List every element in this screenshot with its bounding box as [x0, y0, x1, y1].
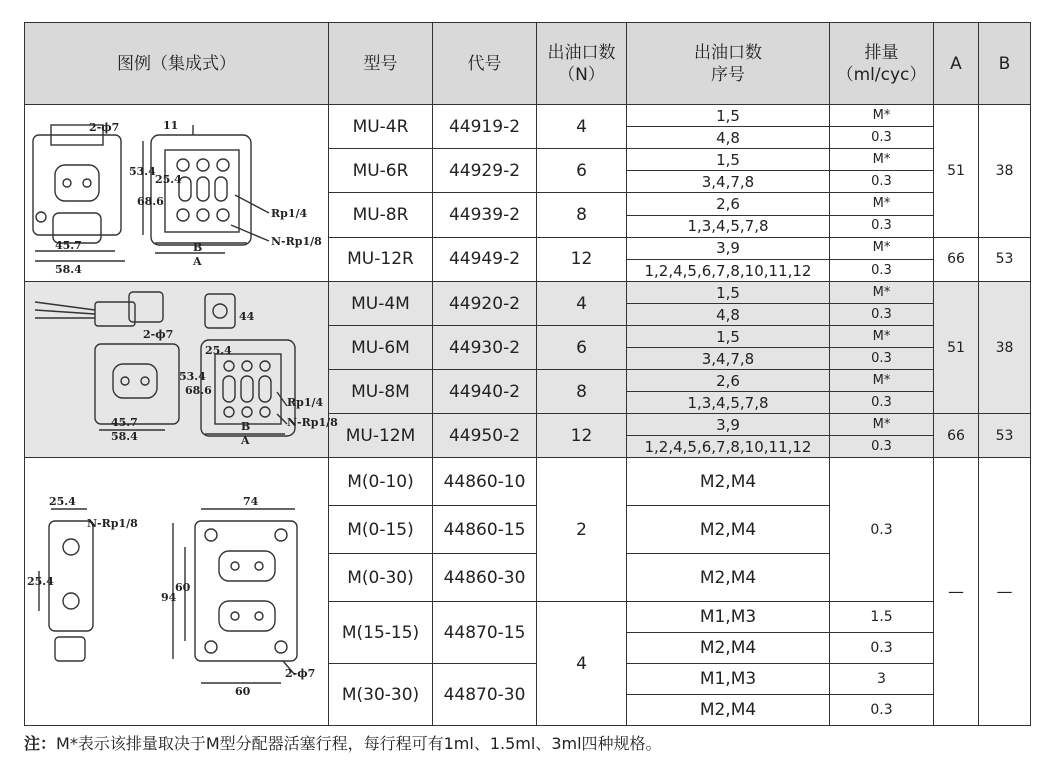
- disp-cell: 0.3: [830, 260, 934, 282]
- disp-cell: 0.3: [830, 215, 934, 237]
- disp-cell: M*: [830, 149, 934, 171]
- dim-r-8: 45.7: [55, 239, 82, 252]
- seq-cell: M2,M4: [627, 554, 830, 602]
- disp-cell: M*: [830, 193, 934, 215]
- seq-cell: M2,M4: [627, 506, 830, 554]
- disp-cell: 0.3: [830, 171, 934, 193]
- model-cell: MU-6R: [329, 149, 433, 193]
- dim-m-5: 68.6: [185, 383, 212, 397]
- disp-cell: 3: [830, 664, 934, 695]
- seq-cell: M1,M3: [627, 664, 830, 695]
- model-cell: M(0-10): [329, 458, 433, 506]
- b-cell: —: [979, 458, 1031, 726]
- seq-cell: M2,M4: [627, 695, 830, 726]
- header-row: [25, 23, 1031, 105]
- disp-cell: 1.5: [830, 602, 934, 633]
- dim-r-1: 2-ϕ7: [89, 121, 120, 134]
- dim-r-9: 58.4: [55, 263, 82, 276]
- n-cell: 4: [537, 602, 627, 726]
- a-cell: —: [934, 458, 979, 726]
- dim-mod-8: 60: [235, 684, 251, 698]
- disp-cell: 0.3: [830, 436, 934, 458]
- code-cell: 44919-2: [433, 105, 537, 149]
- model-cell: MU-12M: [329, 414, 433, 458]
- dim-m-9: 58.4: [111, 429, 138, 443]
- seq-cell: 1,2,4,5,6,7,8,10,11,12: [627, 260, 830, 282]
- dim-mod-5: 94: [161, 590, 177, 604]
- seq-cell: 3,9: [627, 414, 830, 436]
- dim-mod-3: N-Rp1/8: [87, 516, 138, 530]
- n-cell: 2: [537, 458, 627, 602]
- dim-mod-1: 25.4: [49, 494, 76, 508]
- n-cell: 6: [537, 149, 627, 193]
- dim-mod-4: 25.4: [27, 574, 54, 588]
- disp-cell: 0.3: [830, 695, 934, 726]
- disp-cell: M*: [830, 326, 934, 348]
- a-cell: 51: [934, 105, 979, 238]
- drawing-m-module: [25, 458, 329, 726]
- code-cell: 44870-15: [433, 602, 537, 664]
- footnote: [24, 731, 662, 754]
- drawing-r-series: [25, 105, 329, 282]
- drawing-m-svg: [25, 284, 338, 456]
- code-cell: 44939-2: [433, 193, 537, 237]
- seq-cell: 1,5: [627, 326, 830, 348]
- n-cell: 6: [537, 326, 627, 370]
- seq-cell: 1,2,4,5,6,7,8,10,11,12: [627, 436, 830, 458]
- disp-cell: M*: [830, 370, 934, 392]
- header-disp-l2: （ml/cyc）: [836, 64, 927, 85]
- a-cell: 66: [934, 237, 979, 281]
- seq-cell: 1,3,4,5,7,8: [627, 392, 830, 414]
- seq-cell: 3,4,7,8: [627, 171, 830, 193]
- model-cell: MU-4M: [329, 282, 433, 326]
- footnote-text: M*表示该排量取决于M型分配器活塞行程，每行程可有1ml、1.5ml、3ml四种规格。: [56, 734, 662, 753]
- model-cell: M(0-30): [329, 554, 433, 602]
- seq-cell: M2,M4: [627, 458, 830, 506]
- dim-m-2: 2-ϕ7: [143, 327, 174, 341]
- header-code: 代号: [433, 23, 537, 105]
- n-cell: 4: [537, 282, 627, 326]
- seq-cell: M2,M4: [627, 633, 830, 664]
- header-outlet-count-l2: （N）: [558, 64, 605, 85]
- code-cell: 44860-10: [433, 458, 537, 506]
- code-cell: 44930-2: [433, 326, 537, 370]
- seq-cell: 4,8: [627, 304, 830, 326]
- header-outlet-count: [537, 23, 627, 105]
- dim-r-10: B: [193, 241, 203, 254]
- model-cell: M(0-15): [329, 506, 433, 554]
- table-row: [25, 105, 1031, 127]
- disp-cell: M*: [830, 237, 934, 259]
- header-legend: 图例（集成式）: [25, 23, 329, 105]
- dim-m-1: 44: [239, 309, 255, 323]
- drawing-r-svg: [25, 105, 327, 281]
- header-b: B: [979, 23, 1031, 105]
- header-a: A: [934, 23, 979, 105]
- header-outlet-seq-l1: 出油口数: [694, 42, 762, 63]
- dim-r-7: N-Rp1/8: [271, 235, 322, 248]
- seq-cell: 2,6: [627, 370, 830, 392]
- dim-r-4: 68.6: [137, 195, 164, 208]
- model-cell: MU-12R: [329, 237, 433, 281]
- seq-cell: 1,3,4,5,7,8: [627, 215, 830, 237]
- model-cell: M(30-30): [329, 664, 433, 726]
- seq-cell: 4,8: [627, 127, 830, 149]
- model-cell: M(15-15): [329, 602, 433, 664]
- code-cell: 44860-15: [433, 506, 537, 554]
- n-cell: 8: [537, 193, 627, 237]
- code-cell: 44929-2: [433, 149, 537, 193]
- disp-cell: M*: [830, 414, 934, 436]
- dim-mod-2: 74: [243, 494, 259, 508]
- dim-mod-7: 2-ϕ7: [285, 666, 316, 680]
- disp-cell: M*: [830, 282, 934, 304]
- disp-cell: 0.3: [830, 348, 934, 370]
- b-cell: 53: [979, 414, 1031, 458]
- model-cell: MU-8M: [329, 370, 433, 414]
- disp-cell: 0.3: [830, 458, 934, 602]
- seq-cell: M1,M3: [627, 602, 830, 633]
- model-cell: MU-4R: [329, 105, 433, 149]
- b-cell: 38: [979, 282, 1031, 414]
- disp-cell: 0.3: [830, 304, 934, 326]
- dim-r-11: A: [193, 255, 202, 268]
- drawing-module-svg: [25, 461, 327, 723]
- header-displacement: [830, 23, 934, 105]
- header-model: 型号: [329, 23, 433, 105]
- code-cell: 44950-2: [433, 414, 537, 458]
- n-cell: 4: [537, 105, 627, 149]
- disp-cell: 0.3: [830, 392, 934, 414]
- table-row: [25, 282, 1031, 304]
- dim-m-4: 53.4: [179, 369, 206, 383]
- dim-m-3: 25.4: [205, 343, 232, 357]
- n-cell: 12: [537, 414, 627, 458]
- code-cell: 44860-30: [433, 554, 537, 602]
- header-disp-l1: 排量: [864, 42, 899, 63]
- model-cell: MU-8R: [329, 193, 433, 237]
- code-cell: 44949-2: [433, 237, 537, 281]
- a-cell: 51: [934, 282, 979, 414]
- disp-cell: 0.3: [830, 127, 934, 149]
- disp-cell: M*: [830, 105, 934, 127]
- spec-table: [24, 22, 1031, 726]
- seq-cell: 2,6: [627, 193, 830, 215]
- a-cell: 66: [934, 414, 979, 458]
- model-cell: MU-6M: [329, 326, 433, 370]
- dim-m-7: N-Rp1/8: [287, 415, 338, 429]
- dim-m-11: A: [241, 433, 250, 447]
- seq-cell: 1,5: [627, 282, 830, 304]
- seq-cell: 3,4,7,8: [627, 348, 830, 370]
- dim-m-10: B: [241, 419, 251, 433]
- disp-cell: 0.3: [830, 633, 934, 664]
- b-cell: 38: [979, 105, 1031, 238]
- seq-cell: 1,5: [627, 105, 830, 127]
- header-outlet-seq: [627, 23, 830, 105]
- dim-m-6: Rp1/4: [287, 395, 324, 409]
- footnote-label: 注：: [24, 734, 57, 753]
- dim-r-6: Rp1/4: [271, 207, 308, 220]
- code-cell: 44920-2: [433, 282, 537, 326]
- seq-cell: 3,9: [627, 237, 830, 259]
- dim-r-3: 53.4: [129, 165, 156, 178]
- spec-table-container: [24, 22, 1030, 721]
- drawing-m-series: [25, 282, 338, 458]
- dim-r-2: 11: [163, 119, 179, 132]
- n-cell: 12: [537, 237, 627, 281]
- code-cell: 44940-2: [433, 370, 537, 414]
- table-row: [25, 458, 1031, 506]
- dim-m-8: 45.7: [111, 415, 138, 429]
- header-outlet-count-l1: 出油口数: [547, 42, 616, 63]
- b-cell: 53: [979, 237, 1031, 281]
- dim-r-5: 25.4: [155, 173, 182, 186]
- header-outlet-seq-l2: 序号: [711, 64, 745, 85]
- code-cell: 44870-30: [433, 664, 537, 726]
- seq-cell: 1,5: [627, 149, 830, 171]
- n-cell: 8: [537, 370, 627, 414]
- dim-mod-6: 60: [175, 580, 191, 594]
